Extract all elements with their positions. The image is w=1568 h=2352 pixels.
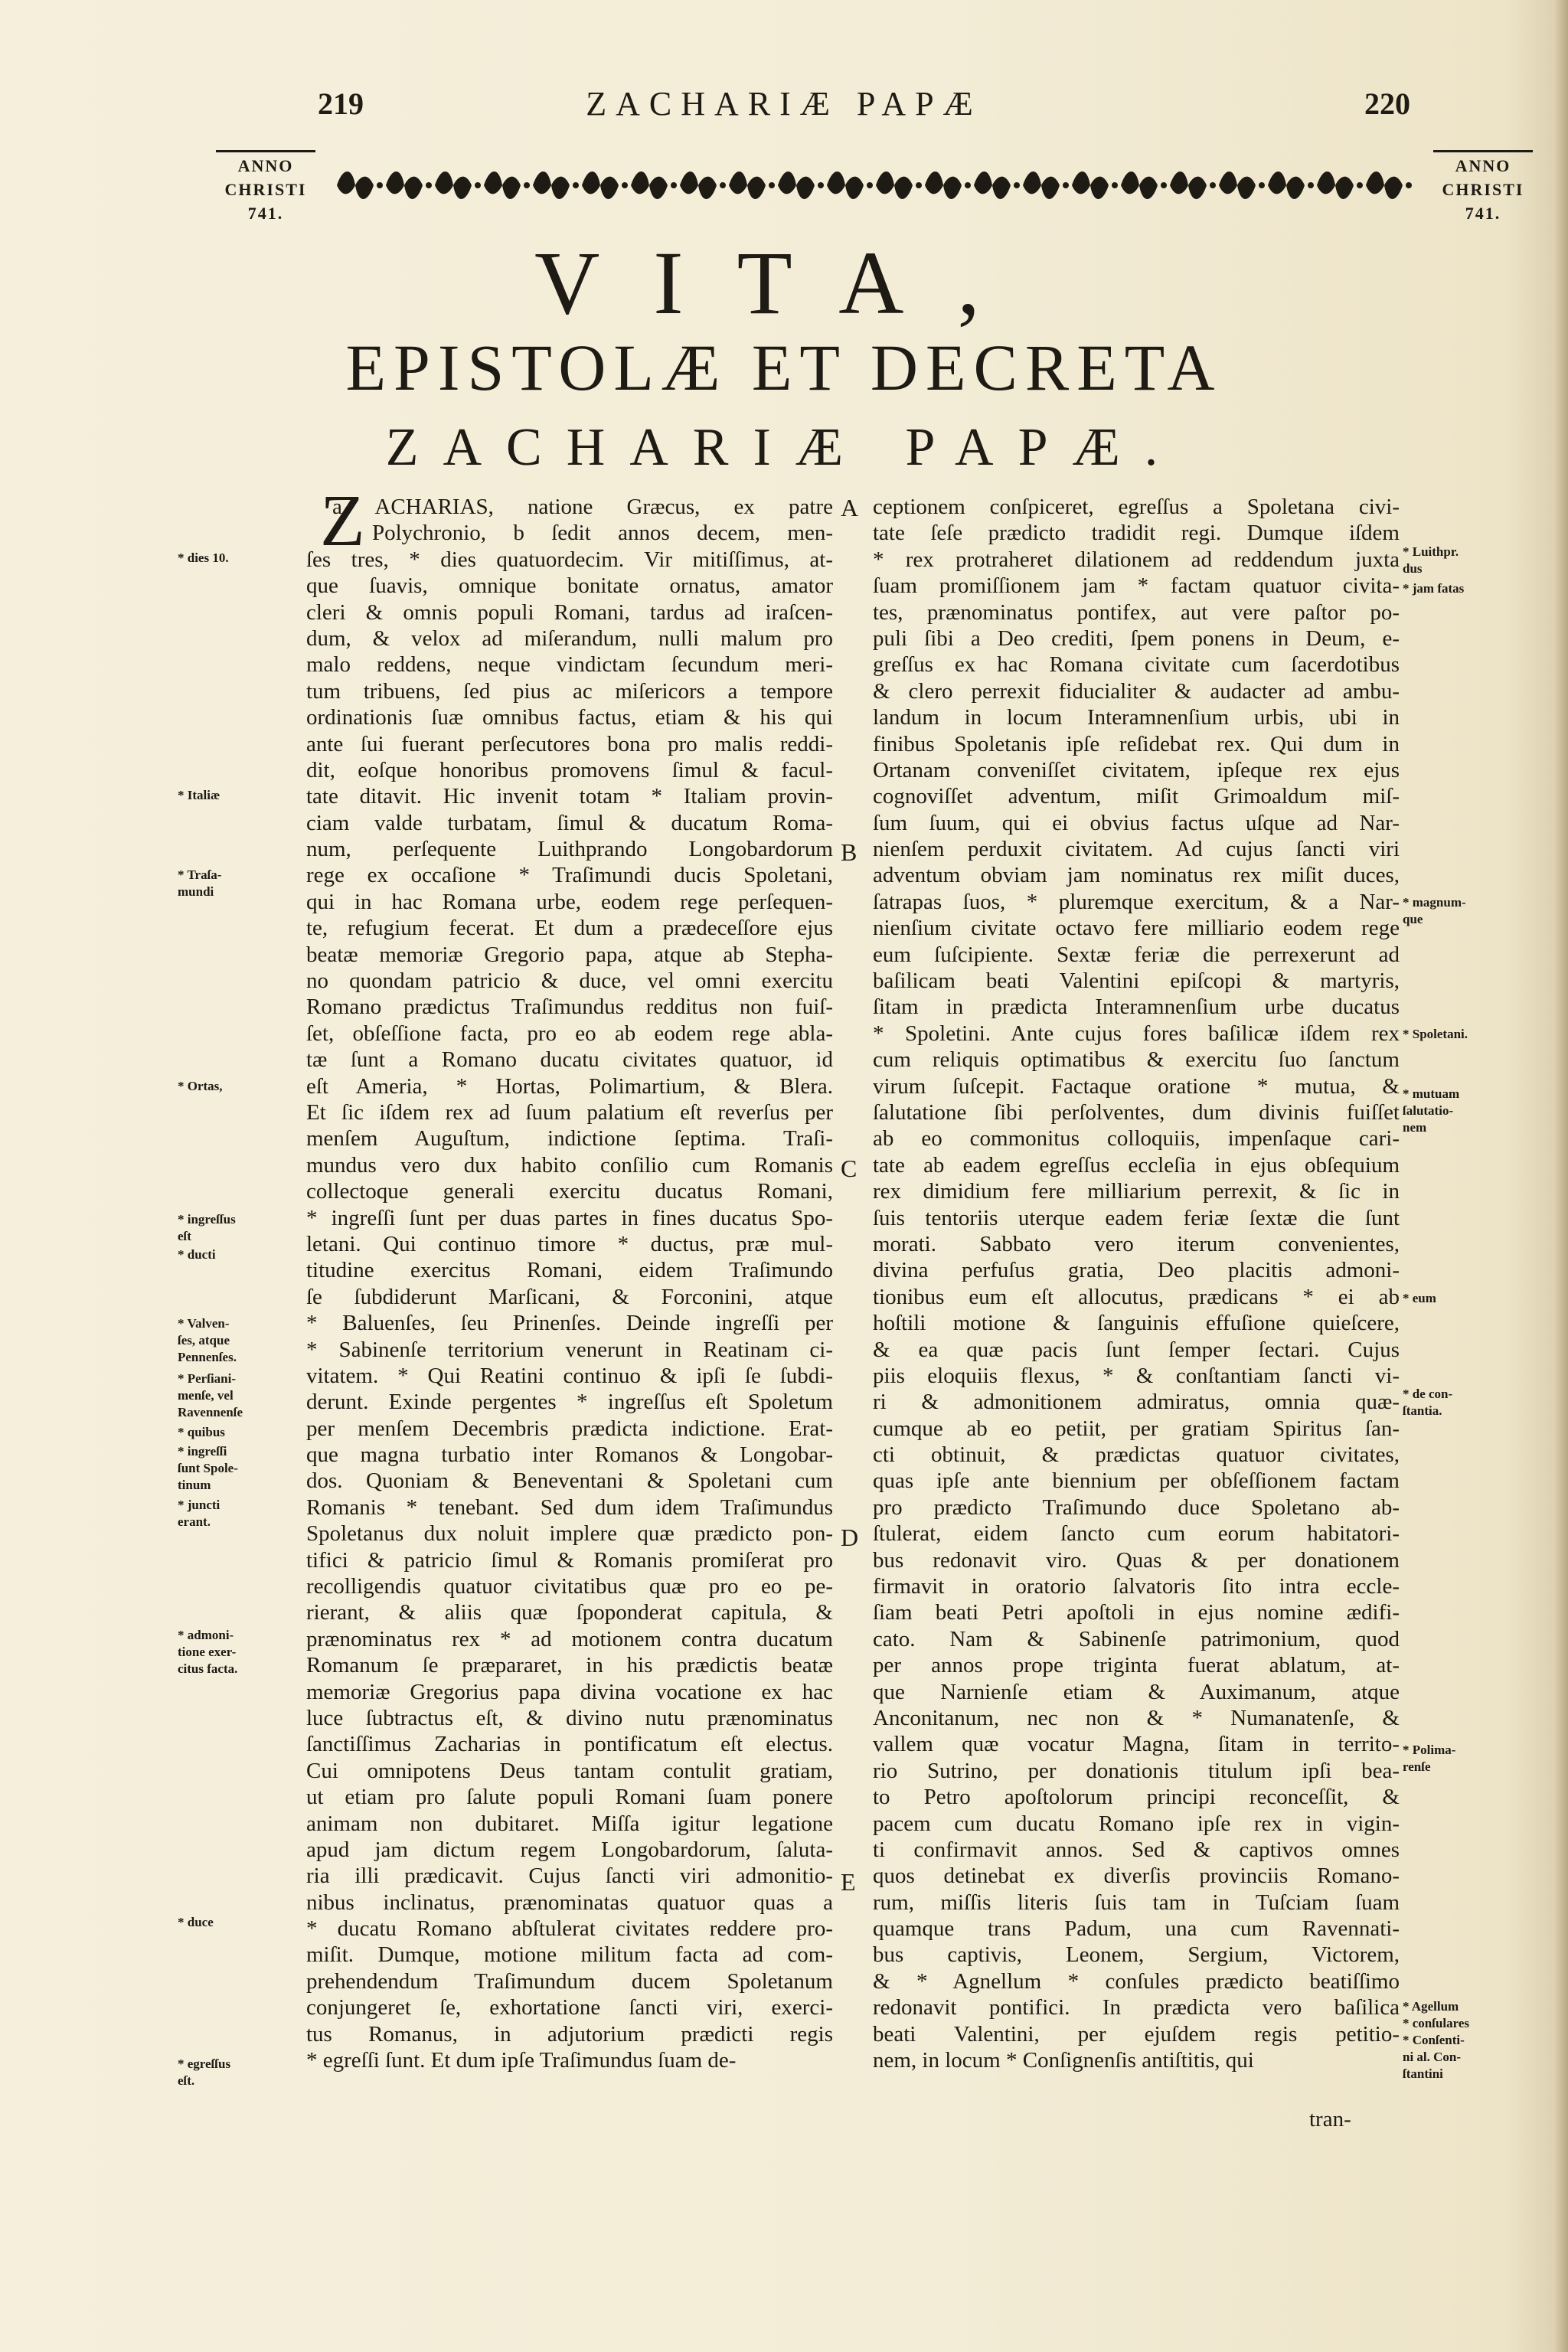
- ornament-dot: [1406, 182, 1412, 188]
- text-line: ria illi prædicavit. Cujus ſancti viri admonitio-: [306, 1864, 833, 1889]
- text-line: que magna turbatio inter Romanos & Longobar-: [306, 1442, 833, 1468]
- anno-left-line: 741.: [247, 204, 284, 223]
- text-line: tes, prænominatus pontifex, aut vere paſtor po-: [873, 599, 1400, 625]
- text-line: malo reddens, neque vindictam ſecundum meri-: [306, 652, 833, 678]
- margin-note: * admoni- tione exer- citus facta.: [178, 1628, 238, 1676]
- text-line: tate ſeſe prædicto tradidit regi. Dumque iſdem: [873, 521, 1400, 546]
- text-line: ſalutatione ſibi perſolventes, dum divinis fuiſſet: [873, 1099, 1400, 1125]
- text-line: Ortanam conveniſſet civitatem, ipſeque rex ejus: [873, 757, 1400, 782]
- text-line: ſuam promiſſionem jam * factam quatuor civita-: [873, 573, 1400, 599]
- ornament-dot: [1014, 182, 1020, 188]
- ornament-knot: [680, 172, 717, 199]
- ornament-knot: [1121, 172, 1158, 199]
- text-line: divina perfuſus gratia, Deo placitis admoni-: [873, 1258, 1400, 1283]
- ornament-knot: [484, 172, 521, 199]
- margin-note: * Valven- ſes, atque Pennenſes.: [178, 1316, 237, 1364]
- text-line: baſilicam beati Valentini epiſcopi & martyris,: [873, 969, 1400, 994]
- text-line: ſe ſubdiderunt Marſicani, & Forconini, atque: [306, 1284, 833, 1309]
- text-line: ſes tres, * dies quatuordecim. Vir mitiſſimus, at-: [306, 547, 833, 572]
- catchword: tran-: [1309, 2107, 1351, 2132]
- text-line: tate ab eadem egreſſus eccleſia in ejus obſequium: [873, 1152, 1400, 1178]
- ornament-dot: [524, 182, 530, 188]
- text-line: quas ipſe ante biennium per obſeſſionem factam: [873, 1468, 1400, 1494]
- margin-note: * ingreſſi ſunt Spole- tinum: [178, 1444, 238, 1492]
- text-line: vitatem. * Qui Reatini continuo & ipſi ſe ſubdi-: [306, 1363, 833, 1388]
- margin-note: * magnum- que: [1403, 895, 1466, 926]
- ornament-dot: [818, 182, 824, 188]
- text-line: ordinationis ſuæ omnibus factus, etiam & his qui: [306, 705, 833, 730]
- text-line: ti confirmavit annos. Sed & captivos omnes: [873, 1837, 1400, 1862]
- ornament-dot: [720, 182, 726, 188]
- ornament-knot: [778, 172, 815, 199]
- anno-right-rule: [1433, 150, 1533, 152]
- text-line: Cui omnipotens Deus tantam contulit gratiam,: [306, 1758, 833, 1783]
- section-letter: B: [841, 838, 858, 866]
- text-line: virum ſuſcepit. Factaque oratione * mutua, &: [873, 1073, 1400, 1099]
- anno-left: [208, 150, 323, 225]
- ornament-band: [331, 161, 1416, 210]
- text-line: luce ſubtractus eſt, & divino nutu prænominatus: [306, 1705, 833, 1730]
- text-line: mundus vero dux habito conſilio cum Romanis: [306, 1152, 833, 1178]
- text-line: to Petro apoſtolorum principi reconceſſit, &: [873, 1785, 1400, 1810]
- text-line: Et ſic iſdem rex ad ſuum palatium eſt reverſus per: [306, 1099, 833, 1125]
- text-line: ri & admonitionem admiratus, omnia quæ-: [873, 1390, 1400, 1415]
- text-line: que ſuavis, omnique bonitate ornatus, amator: [306, 573, 833, 599]
- text-line: titudine exercitus Romani, eidem Traſimundo: [306, 1258, 833, 1283]
- margin-note: * duce: [178, 1915, 214, 1929]
- text-line: Polychronio, b ſedit annos decem, men-: [372, 521, 833, 546]
- ornament-knot: [533, 172, 570, 199]
- anno-right-line: ANNO: [1455, 156, 1511, 175]
- text-line: firmavit in oratorio ſalvatoris ſito intra eccle-: [873, 1574, 1400, 1599]
- text-line: hoſtili motione & ſanguinis effuſione quieſcere,: [873, 1311, 1400, 1336]
- text-line: dum, & velox ad miſerandum, nulli malum pro: [306, 626, 833, 651]
- text-line: ſatrapas ſuos, * pluremque exercitum, & a Nar-: [873, 889, 1400, 914]
- text-line: per menſem Decembris prædicta indictione. Erat-: [306, 1416, 833, 1441]
- margin-note: * juncti erant.: [178, 1498, 220, 1529]
- text-line: tus Romanus, in adjutorium prædicti regis: [306, 2021, 833, 2047]
- text-line: ſtulerat, eidem ſancto cum eorum habitatori-: [873, 1521, 1400, 1547]
- text-line: beati Valentini, per ejuſdem regis petitio-: [873, 2021, 1400, 2047]
- text-line: rum, miſſis literis ſuis tam in Tuſciam ſuam: [873, 1890, 1400, 1915]
- folio-left: 219: [318, 87, 364, 121]
- ornament-knot: [386, 172, 423, 199]
- text-line: memoriæ Gregorius papa divina vocatione ex hac: [306, 1679, 833, 1704]
- text-line: quos detinebat ex diverſis provinciis Romano-: [873, 1864, 1400, 1889]
- text-line: collectoque generali exercitu ducatus Romani,: [306, 1179, 833, 1204]
- text-line: nienſium civitate octavo fere milliario eodem rege: [873, 916, 1400, 941]
- text-line: landum in locum Interamnenſium urbis, ubi in: [873, 705, 1400, 730]
- text-line: rege ex occaſione * Traſimundi ducis Spoletani,: [306, 863, 833, 888]
- text-line: pro prædicto Traſimundo duce Spoletano ab-: [873, 1494, 1400, 1520]
- margin-note: * Perſiani- menſe, vel Ravennenſe: [178, 1371, 243, 1419]
- ornament-dot: [867, 182, 873, 188]
- text-line: & clero perrexit fiducialiter & audacter ad ambu-: [873, 678, 1400, 704]
- title-vita: VITA,: [534, 233, 1034, 333]
- text-line: Anconitanum, nec non & * Numanatenſe, &: [873, 1705, 1400, 1730]
- text-line: beatæ memoriæ Gregorio papa, atque ab Stepha-: [306, 942, 833, 967]
- text-line: tionibus eum eſt allocutus, prædicans * ei ab: [873, 1284, 1400, 1309]
- ornament-dot: [475, 182, 481, 188]
- text-line: prænominatus rex * ad motionem contra ducatum: [306, 1626, 833, 1651]
- section-letter: D: [841, 1524, 859, 1551]
- text-line: piis eloquiis flexus, * & conſtantiam ſancti vi-: [873, 1363, 1400, 1388]
- text-line: & ea quæ pacis ſunt ſemper ſectari. Cujus: [873, 1337, 1400, 1362]
- text-line: pacem cum ducatu Romano ipſe rex in vigin-: [873, 1811, 1400, 1836]
- text-line: a ACHARIAS, natione Græcus, ex patre: [332, 495, 833, 519]
- margin-note: * dies 10.: [178, 550, 229, 565]
- text-line: * ingreſſi ſunt per duas partes in fines ducatus Spo-: [306, 1205, 833, 1230]
- text-line: eum ſuſcipiente. Sextæ feriæ die perrexerunt ad: [873, 942, 1400, 967]
- text-line: animam non dubitaret. Miſſa igitur legatione: [306, 1811, 833, 1836]
- ornament-knot: [1072, 172, 1109, 199]
- text-line: ſiam beati Petri apoſtoli in ejus nomine ædifi-: [873, 1600, 1400, 1625]
- margin-note: * Agellum * conſulares * Conſenti- ni al. Con- ſtantini: [1403, 1999, 1470, 2081]
- section-letter: C: [841, 1155, 858, 1182]
- text-line: rio Sutrino, per donationis titulum ipſi bea-: [873, 1758, 1400, 1783]
- ornament-dot: [1357, 182, 1363, 188]
- text-line: menſem Auguſtum, indictione ſeptima. Traſi-: [306, 1126, 833, 1152]
- right-text-column: [873, 494, 1400, 2073]
- text-line: tate ditavit. Hic invenit totam * Italiam provin-: [306, 784, 833, 809]
- ornament-dot: [965, 182, 971, 188]
- text-line: cum reliquis optimatibus & exercitu ſuo ſanctum: [873, 1047, 1400, 1073]
- margin-note: * eum: [1403, 1291, 1436, 1305]
- text-line: cleri & omnis populi Romani, tardus ad iraſcen-: [306, 599, 833, 625]
- ornament-dot: [1063, 182, 1069, 188]
- ornament-dot: [1161, 182, 1167, 188]
- section-letter: A: [841, 494, 859, 521]
- margin-note: * ingreſſus eſt: [178, 1212, 236, 1243]
- text-line: cti obtinuit, & prædictas quatuor civitates,: [873, 1442, 1400, 1468]
- margin-note: * Polima- renſe: [1403, 1743, 1456, 1774]
- text-line: cognoviſſet adventum, miſit Grimoaldum miſ-: [873, 784, 1400, 809]
- left-text-column: [306, 494, 833, 2073]
- margin-note: * Traſa- mundi: [178, 867, 222, 899]
- text-line: & * Agnellum * conſules prædicto beatiſſimo: [873, 1968, 1400, 1994]
- text-line: dit, eoſque honoribus promovens ſimul & facul-: [306, 757, 833, 782]
- text-line: puli ſibi a Deo crediti, ſpem ponens in Deum, e-: [873, 626, 1400, 651]
- ornament-dot: [769, 182, 775, 188]
- text-line: conjungeret ſe, exhortatione ſancti viri, exerci-: [306, 1995, 833, 2020]
- anno-left-line: ANNO: [237, 156, 294, 175]
- ornament-knot: [631, 172, 668, 199]
- text-line: letani. Qui continuo timore * ductus, præ mul-: [306, 1231, 833, 1256]
- text-line: morati. Sabbato vero iterum convenientes,: [873, 1231, 1400, 1256]
- text-line: * egreſſi ſunt. Et dum ipſe Traſimundus ſuam de-: [306, 2048, 737, 2073]
- ornament-dot: [1112, 182, 1118, 188]
- text-line: qui in hac Romana urbe, eodem rege perſequen-: [306, 889, 833, 914]
- margin-note: * Italiæ: [178, 788, 220, 802]
- ornament-dot: [1210, 182, 1216, 188]
- text-line: eſt Ameria, * Hortas, Polimartium, & Blera.: [306, 1073, 833, 1099]
- running-head: ZACHARIÆ PAPÆ: [586, 85, 982, 122]
- text-line: te, refugium fecerat. Et dum a prædeceſſore ejus: [306, 916, 833, 941]
- text-line: ſet, obſeſſione facta, pro eo ab eodem rege abla-: [306, 1021, 833, 1046]
- text-line: Romanum ſe præpararet, in his prædictis beatæ: [306, 1653, 833, 1678]
- drop-cap: Z: [320, 479, 365, 561]
- margin-note: * ducti: [178, 1247, 216, 1262]
- ornament-pattern: [337, 172, 1412, 199]
- text-line: cato. Nam & Sabinenſe patrimonium, quod: [873, 1626, 1400, 1651]
- text-line: recolligendis quatuor civitatibus quæ pro eo pe-: [306, 1574, 833, 1599]
- ornament-knot: [337, 172, 374, 199]
- ornament-dot: [1308, 182, 1314, 188]
- text-line: rex dimidium fere milliarium perrexit, & ſic in: [873, 1179, 1400, 1204]
- text-line: bus captivis, Leonem, Sergium, Victorem,: [873, 1942, 1400, 1968]
- text-line: finibus Spoletanis ipſe reſidebat rex. Qui dum in: [873, 731, 1400, 756]
- text-line: derunt. Exinde pergentes * ingreſſus eſt Spoletum: [306, 1390, 833, 1415]
- text-line: dos. Quoniam & Beneventani & Spoletani cum: [306, 1468, 833, 1494]
- text-line: miſit. Dumque, motione militum facta ad com-: [306, 1942, 833, 1968]
- margin-note: * Ortas,: [178, 1079, 223, 1093]
- margin-note: * jam fatas: [1403, 581, 1465, 596]
- margin-note: * mutuam ſalutatio- nem: [1403, 1086, 1460, 1135]
- text-line: prehendendum Traſimundum ducem Spoletanum: [306, 1968, 833, 1994]
- ornament-knot: [729, 172, 766, 199]
- ornament-knot: [1170, 172, 1207, 199]
- ornament-dot: [426, 182, 432, 188]
- margin-note: * Luithpr. dus: [1403, 544, 1459, 576]
- title-zachariae: ZACHARIÆ PAPÆ.: [385, 418, 1183, 477]
- anno-left-line: CHRISTI: [224, 180, 307, 199]
- text-line: bus redonavit viro. Quas & per donationem: [873, 1547, 1400, 1573]
- text-line: que Narnienſe etiam & Auximanum, atque: [873, 1679, 1400, 1704]
- text-line: redonavit pontifici. In prædicta vero baſilica: [873, 1995, 1400, 2020]
- margin-note: * quibus: [178, 1425, 225, 1439]
- anno-right-line: CHRISTI: [1442, 180, 1524, 199]
- ornament-dot: [671, 182, 677, 188]
- margin-note: * egreſſus eſt.: [178, 2056, 231, 2088]
- folio-right: 220: [1364, 87, 1410, 121]
- ornament-knot: [925, 172, 962, 199]
- text-line: ſuis tentoriis uterque eadem feriæ ſextæ die ſunt: [873, 1205, 1400, 1230]
- ornament-knot: [1219, 172, 1256, 199]
- margin-note: * de con- ſtantia.: [1403, 1387, 1453, 1418]
- text-line: no quondam patricio & duce, vel omni exercitu: [306, 969, 833, 994]
- ornament-dot: [622, 182, 628, 188]
- ornament-knot: [1317, 172, 1354, 199]
- text-line: Romanis * tenebant. Sed dum idem Traſimundus: [306, 1494, 833, 1520]
- title-epistolae: EPISTOLÆ ET DECRETA: [345, 331, 1223, 404]
- text-line: ante ſui fuerant perſecutores bona pro malis reddi-: [306, 731, 833, 756]
- section-letter: E: [841, 1868, 856, 1896]
- anno-left-rule: [216, 150, 315, 152]
- text-line: ſanctiſſimus Zacharias in pontificatum eſt electus.: [306, 1732, 833, 1757]
- text-line: vallem quæ vocatur Magna, ſitam in territo-: [873, 1732, 1400, 1757]
- ornament-knot: [1023, 172, 1060, 199]
- text-line: nibus inclinatus, prænominatas quatuor quas a: [306, 1890, 833, 1915]
- ornament-knot: [582, 172, 619, 199]
- text-line: quamque trans Padum, una cum Ravennati-: [873, 1916, 1400, 1942]
- text-line: * Sabinenſe territorium venerunt in Reatinam ci-: [306, 1337, 833, 1362]
- text-line: per annos prope triginta fuerat ablatum, at-: [873, 1653, 1400, 1678]
- text-line: tæ ſunt a Romano ducatu civitates quatuor, id: [306, 1047, 833, 1073]
- ornament-knot: [435, 172, 472, 199]
- text-line: ciam valde turbatam, ſimul & ducatum Roma-: [306, 810, 833, 835]
- text-line: Spoletanus dux noluit implere quæ prædicto pon-: [306, 1521, 833, 1547]
- text-line: * Baluenſes, ſeu Prinenſes. Deinde ingreſſi per: [306, 1311, 833, 1336]
- anno-right: [1426, 150, 1540, 225]
- text-line: ceptionem conſpiceret, egreſſus a Spoletana civi-: [873, 495, 1400, 519]
- ornament-dot: [1259, 182, 1265, 188]
- text-line: num, perſequente Luithprando Longobardorum: [306, 837, 833, 862]
- text-line: apud jam dictum regem Longobardorum, ſaluta-: [306, 1837, 833, 1862]
- text-line: ſum ſuum, qui ei obvius factus uſque ad Nar-: [873, 810, 1400, 835]
- ornament-knot: [876, 172, 913, 199]
- text-line: ſitam in prædicta Interamnenſium urbe ducatus: [873, 995, 1400, 1020]
- text-line: * Spoletini. Ante cujus fores baſilicæ iſdem rex: [873, 1021, 1400, 1046]
- text-line: * ducatu Romano abſtulerat civitates reddere pro-: [306, 1916, 833, 1942]
- ornament-knot: [827, 172, 864, 199]
- text-line: greſſus ex hac Romana civitate cum ſacerdotibus: [873, 652, 1400, 678]
- ornament-knot: [1366, 172, 1403, 199]
- ornament-dot: [573, 182, 579, 188]
- margin-note: * Spoletani.: [1403, 1027, 1468, 1041]
- text-line: adventum obviam jam nominatus rex miſit duces,: [873, 863, 1400, 888]
- text-line: ab eo commonitus colloquiis, impenſaque cari-: [873, 1126, 1400, 1152]
- text-line: Romano prædictus Traſimundus redditus non fuiſ-: [306, 995, 833, 1020]
- text-line: cumque ab eo petiit, per gratiam Spiritus ſan-: [873, 1416, 1400, 1441]
- text-line: nienſem perduxit civitatem. Ad cujus ſancti viri: [873, 837, 1400, 862]
- text-line: rierant, & aliis quæ ſpoponderat capitula, &: [306, 1600, 833, 1625]
- ornament-knot: [1268, 172, 1305, 199]
- text-line: tifici & patricio ſimul & Romanis promiſerat pro: [306, 1547, 833, 1573]
- text-line: ut etiam pro ſalute populi Romani ſuam ponere: [306, 1785, 833, 1810]
- ornament-dot: [916, 182, 922, 188]
- ornament-knot: [974, 172, 1011, 199]
- ornament-dot: [377, 182, 383, 188]
- anno-right-line: 741.: [1465, 204, 1501, 223]
- text-line: tum tribuens, ſed pius ac miſericors a tempore: [306, 678, 833, 704]
- text-line: nem, in locum * Conſignenſis antiſtitis, qui: [873, 2048, 1254, 2073]
- text-line: * rex protraheret dilationem ad reddendum juxta: [873, 547, 1400, 572]
